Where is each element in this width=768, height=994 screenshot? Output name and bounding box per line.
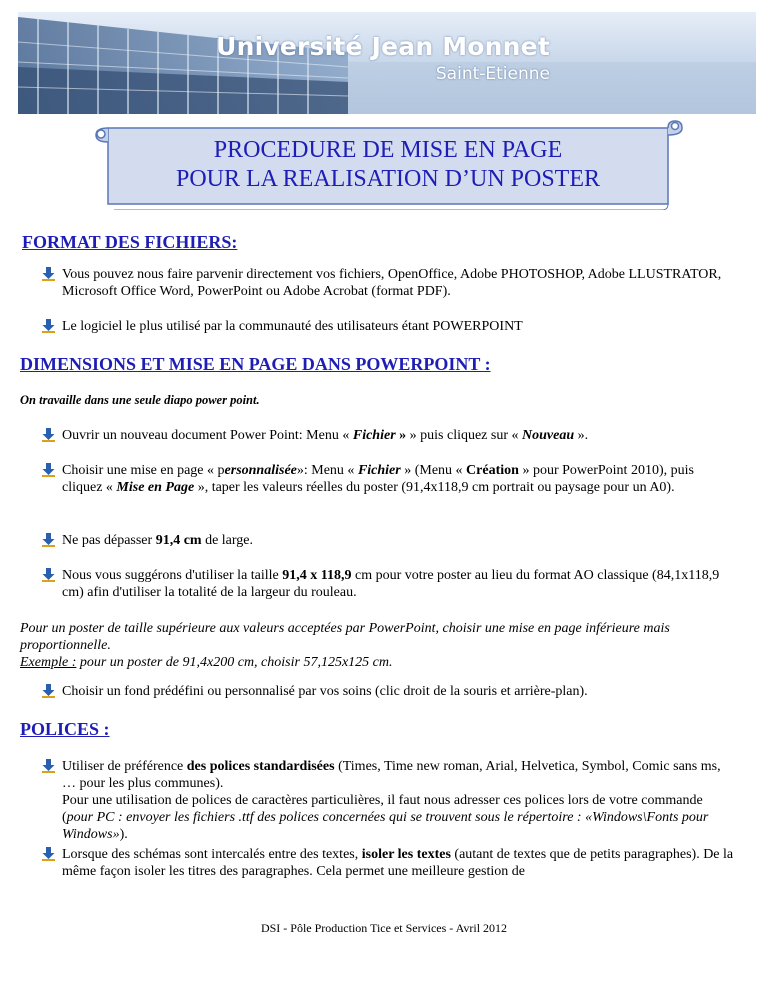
download-arrow-icon — [42, 463, 55, 477]
heading-dimensions: DIMENSIONS ET MISE EN PAGE DANS POWERPOINT : — [20, 354, 491, 374]
download-arrow-icon — [42, 319, 55, 333]
bullet-polices-1: Utiliser de préférence des polices standardisées (Times, Time new roman, Arial, Helvetica, Symbol, Comic sans ms, … pour les plus communes). Pour une utilisation de polices de caractères particulières, il faut nous adresser ces polices lors de votre commande (pour PC : envoyer les fichiers .ttf des polices concernées qui se trouvent sous le répertoire : «Windows\Fonts pour Windows»). — [62, 758, 734, 843]
download-arrow-icon — [42, 568, 55, 582]
download-arrow-icon — [42, 267, 55, 281]
header-banner — [18, 12, 756, 114]
bullet-text: Le logiciel le plus utilisé par la communauté des utilisateurs étant POWERPOINT — [62, 319, 523, 334]
page-footer: DSI - Pôle Production Tice et Services - Avril 2012 — [260, 921, 508, 935]
bullet-dim-3: Ne pas dépasser 91,4 cm de large. — [62, 532, 734, 549]
download-arrow-icon — [42, 684, 55, 698]
heading-polices: POLICES : — [20, 719, 110, 739]
bullet-dim-1: Ouvrir un nouveau document Power Point: Menu « Fichier » » puis cliquez sur « Nouveau ». — [62, 427, 734, 444]
download-arrow-icon — [42, 428, 55, 442]
bullet-dim-2: Choisir une mise en page « personnalisée»: Menu « Fichier » (Menu « Création » pour PowerPoint 2010), puis cliquez « Mise en Page », taper les valeurs réelles du poster (91,4x118,9 cm portrait ou paysage pour un A0). — [62, 462, 734, 496]
page-title — [108, 136, 668, 194]
bullet-format-1 — [62, 266, 734, 300]
example-text: pour un poster de 91,4x200 cm, choisir 57,125x125 cm. — [76, 655, 393, 670]
title-line-2: POUR LA REALISATION D’UN POSTER — [175, 166, 601, 192]
bullet-dim-4: Nous vous suggérons d'utiliser la taille 91,4 x 118,9 cm pour votre poster au lieu du format AO classique (84,1x118,9 cm) afin d'utiliser la totalité de la largeur du rouleau. — [62, 567, 734, 601]
dimensions-intro: On travaille dans une seule diapo power point. — [20, 393, 260, 407]
example-label: Exemple : — [20, 655, 77, 670]
university-logo-title: Université Jean Monnet — [216, 32, 550, 61]
download-arrow-icon — [42, 759, 55, 773]
bullet-dim-5: Choisir un fond prédéfini ou personnalisé par vos soins (clic droit de la souris et arrière-plan). — [62, 683, 734, 700]
heading-format: FORMAT DES FICHIERS: — [22, 232, 238, 252]
title-scroll — [88, 120, 688, 210]
bullet-text: Vous pouvez nous faire parvenir directement vos fichiers, OpenOffice, Adobe PHOTOSHOP, Adobe LLUSTRATOR, Microsoft Office Word, PowerPoint ou Adobe Acrobat (format PDF). — [62, 267, 722, 299]
university-logo-subtitle: Saint-Etienne — [435, 64, 550, 84]
title-line-1: PROCEDURE DE MISE EN PAGE — [213, 137, 563, 163]
download-arrow-icon — [42, 847, 55, 861]
dimensions-note: Pour un poster de taille supérieure aux valeurs acceptées par PowerPoint, choisir une mise en page inférieure mais proportionnelle. Exemple : pour un poster de 91,4x200 cm, choisir 57,125x125 cm. — [20, 621, 670, 670]
building-photo — [18, 12, 756, 114]
bullet-format-2 — [62, 318, 734, 335]
download-arrow-icon — [42, 533, 55, 547]
bullet-polices-2: Lorsque des schémas sont intercalés entre des textes, isoler les textes (autant de textes que de petits paragraphes). De la même façon isoler les titres des paragraphes. Cela permet une meilleure gestion de — [62, 846, 734, 880]
